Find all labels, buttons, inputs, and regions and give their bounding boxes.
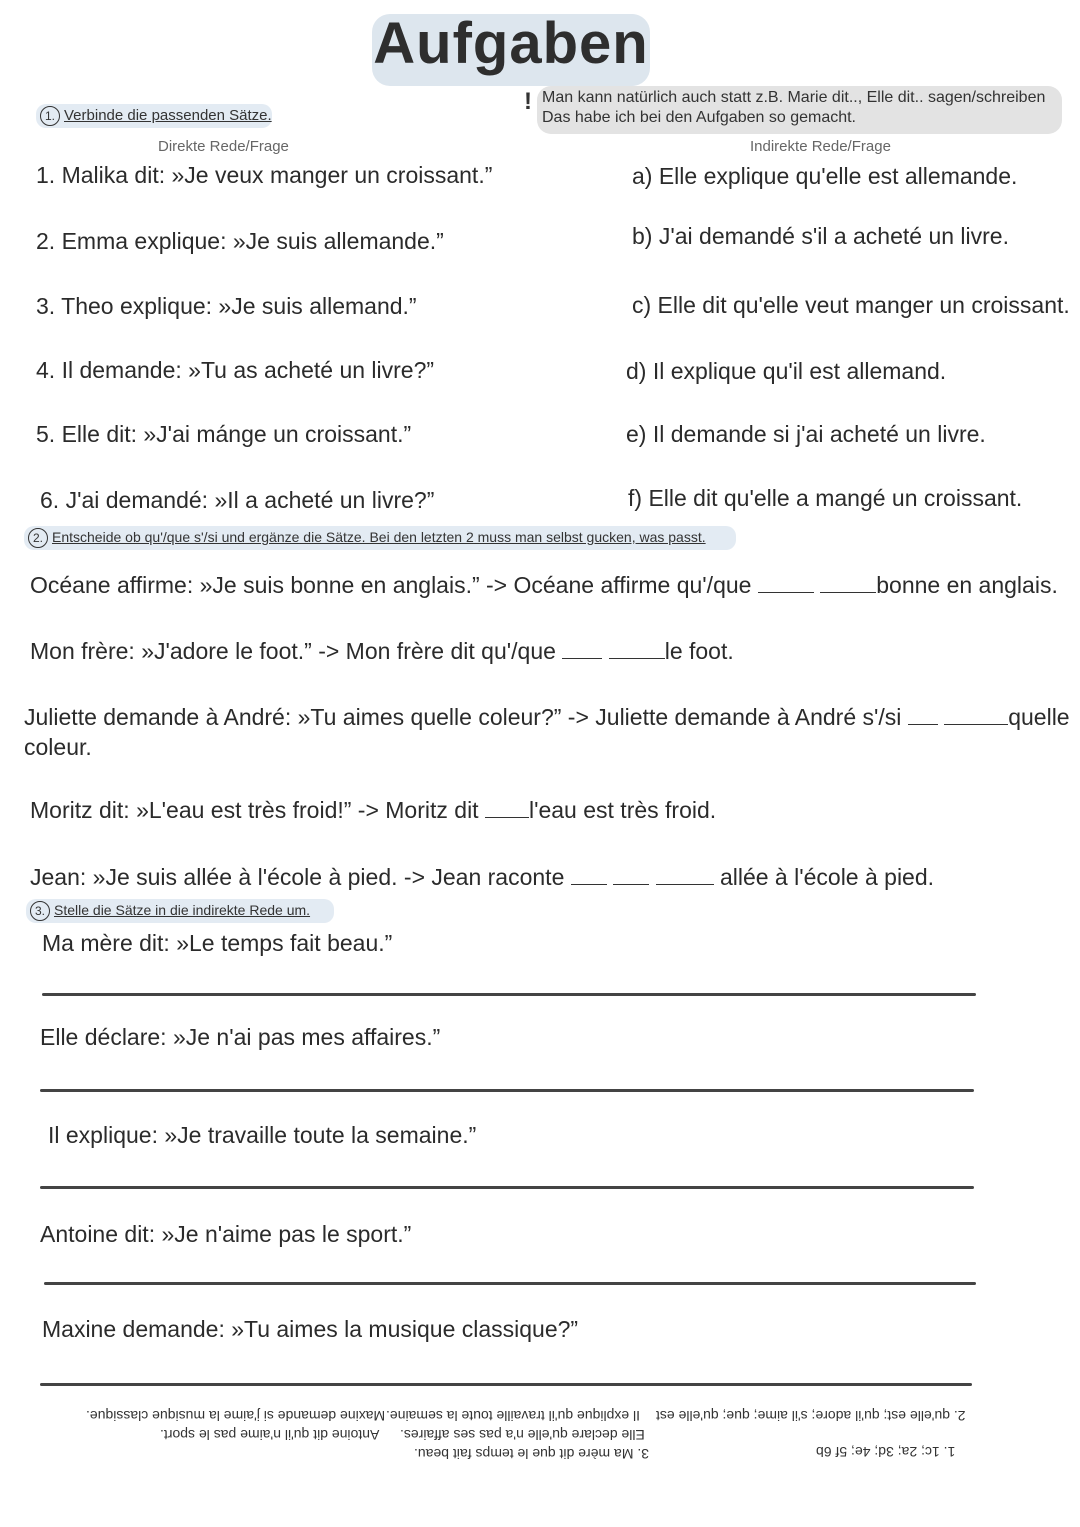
task2-sentence-5-start: Jean: »Je suis allée à l'école à pied. -> Jean raconte <box>30 864 565 890</box>
task2-sentence-3-end: quelle <box>1008 704 1070 730</box>
task2-sentence-4-start: Moritz dit: »L'eau est très froid!” -> Moritz dit <box>30 797 479 823</box>
blank[interactable] <box>613 883 649 885</box>
blank[interactable] <box>908 723 938 725</box>
blank[interactable] <box>820 591 876 593</box>
task1-number: 1. <box>40 106 60 126</box>
task2-sentence-1-end: bonne en anglais. <box>876 572 1058 598</box>
task3-item-1: Ma mère dit: »Le temps fait beau.” <box>42 930 393 956</box>
right-column-heading: Indirekte Rede/Frage <box>750 138 891 155</box>
answer-line-2[interactable] <box>40 1089 974 1092</box>
task1-label: Verbinde die passenden Sätze. <box>64 107 272 124</box>
answer-line-5[interactable] <box>40 1383 972 1386</box>
task3-item-2: Elle déclare: »Je n'ai pas mes affaires.” <box>40 1024 441 1050</box>
direct-sentence-2: 2. Emma explique: »Je suis allemande.” <box>36 228 444 254</box>
blank[interactable] <box>562 657 602 659</box>
task2-heading <box>28 528 706 548</box>
page-title: Aufgaben <box>373 11 649 76</box>
direct-sentence-3: 3. Theo explique: »Je suis allemand.” <box>36 293 417 319</box>
indirect-sentence-f: f) Elle dit qu'elle a mangé un croissant. <box>628 485 1023 511</box>
answer-key-3-5: Maxine demande si j'aime la musique classique. <box>86 1408 386 1424</box>
task3-item-5: Maxine demande: »Tu aimes la musique classique?” <box>42 1316 579 1342</box>
direct-sentence-4: 4. Il demande: »Tu as acheté un livre?” <box>36 357 435 383</box>
note-line-1: Man kann natürlich auch statt z.B. Marie dit.., Elle dit.. sagen/schreiben <box>542 89 1046 106</box>
task2-sentence-3-continued: coleur. <box>24 734 92 760</box>
task2-sentence-3-start: Juliette demande à André: »Tu aimes quelle coleur?” -> Juliette demande à André s'/si <box>24 704 902 730</box>
task2-sentence-2 <box>30 638 734 665</box>
task3-item-4: Antoine dit: »Je n'aime pas le sport.” <box>40 1221 412 1247</box>
task2-sentence-4 <box>30 797 716 824</box>
task3-heading <box>30 901 310 921</box>
exclamation-icon: ! <box>524 88 532 115</box>
left-column-heading: Direkte Rede/Frage <box>158 138 289 155</box>
indirect-sentence-d: d) Il explique qu'il est allemand. <box>626 358 947 384</box>
task2-sentence-3 <box>24 704 1070 731</box>
indirect-sentence-c: c) Elle dit qu'elle veut manger un croissant. <box>632 292 1070 318</box>
task3-number: 3. <box>30 901 50 921</box>
answer-key-3-2: Elle declare qu'elle n'a pas ses affaires. <box>400 1427 645 1443</box>
answer-line-1[interactable] <box>42 993 976 996</box>
task2-sentence-1-start: Océane affirme: »Je suis bonne en anglais.” -> Océane affirme qu'/que <box>30 572 752 598</box>
task3-item-3: Il explique: »Je travaille toute la semaine.” <box>48 1122 477 1148</box>
answer-key-1: 1. 1c; 2a; 3d; 4e; 5f 6b <box>816 1444 956 1460</box>
direct-sentence-1: 1. Malika dit: »Je veux manger un croissant.” <box>36 162 493 188</box>
answer-line-4[interactable] <box>44 1282 976 1285</box>
task2-sentence-5-end: allée à l'école à pied. <box>719 864 935 890</box>
blank[interactable] <box>944 723 1008 725</box>
task1-heading <box>40 106 272 126</box>
blank[interactable] <box>571 883 607 885</box>
blank[interactable] <box>609 657 665 659</box>
answer-key-3-4: Antoine dit qu'il n'aime pas le sport. <box>160 1427 380 1443</box>
answer-key-3-1: 3. Ma mère dit que le temps fait beau. <box>414 1446 650 1462</box>
note-line-2: Das habe ich bei den Aufgaben so gemacht. <box>542 109 856 126</box>
task2-sentence-1 <box>30 572 1058 599</box>
task2-sentence-2-start: Mon frère: »J'adore le foot.” -> Mon frère dit qu'/que <box>30 638 556 664</box>
task3-label: Stelle die Sätze in die indirekte Rede um. <box>54 902 311 918</box>
task2-sentence-2-end: le foot. <box>664 638 734 664</box>
direct-sentence-5: 5. Elle dit: »J'ai mánge un croissant.” <box>36 421 412 447</box>
answer-line-3[interactable] <box>40 1186 974 1189</box>
blank[interactable] <box>656 883 714 885</box>
indirect-sentence-b: b) J'ai demandé s'il a acheté un livre. <box>632 223 1009 249</box>
blank[interactable] <box>485 816 529 818</box>
blank[interactable] <box>758 591 814 593</box>
indirect-sentence-a: a) Elle explique qu'elle est allemande. <box>632 163 1018 189</box>
answer-key-2: 2. qu'elle est; qu'il adore; s'il aime; que; qu'elle est <box>656 1408 966 1424</box>
indirect-sentence-e: e) Il demande si j'ai acheté un livre. <box>626 421 986 447</box>
answer-key-3-3: Il explique qu'il travaille toute la semaine. <box>386 1408 641 1424</box>
direct-sentence-6: 6. J'ai demandé: »Il a acheté un livre?” <box>40 487 435 513</box>
task2-number: 2. <box>28 528 48 548</box>
task2-sentence-5 <box>30 864 934 891</box>
task2-sentence-4-end: l'eau est très froid. <box>528 797 717 823</box>
task2-label: Entscheide ob qu'/que s'/si und ergänze die Sätze. Bei den letzten 2 muss man selbst gucken, was passt. <box>52 529 706 545</box>
